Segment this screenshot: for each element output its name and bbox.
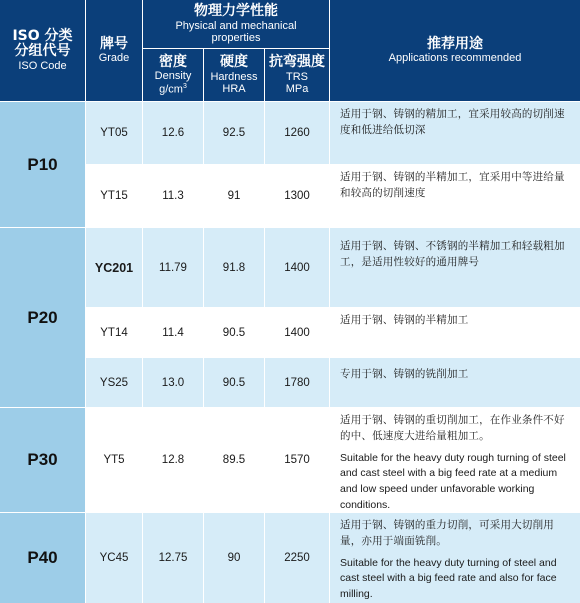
- header-iso-en: ISO Code: [18, 60, 67, 73]
- trs-cell: 1780: [265, 358, 329, 407]
- header-hardness: [204, 49, 264, 101]
- grade-cell: YC45: [86, 513, 142, 603]
- header-physical-properties: [143, 0, 329, 48]
- density-cell: 11.79: [143, 228, 203, 307]
- application-zh: 适用于钢、铸钢的半精加工，宜采用中等进给量和较高的切削速度: [340, 171, 565, 200]
- header-iso-zh-1: ISO 分类: [12, 27, 73, 44]
- application-cell: [330, 165, 580, 227]
- header-density-unit-sup: 3: [182, 82, 187, 90]
- density-cell: 13.0: [143, 358, 203, 407]
- grade-cell: YT14: [86, 308, 142, 357]
- application-zh: 适用于钢、铸钢、不锈钢的半精加工和轻载粗加工，是适用性较好的通用牌号: [340, 240, 565, 269]
- header-app-zh: 推荐用途: [427, 35, 483, 52]
- header-density-en: Density: [154, 70, 192, 83]
- application-zh: 适用于钢、铸钢的重力切削，可采用大切削用量，亦用于端面铣削。: [340, 519, 554, 548]
- grade-cell: YC201: [86, 228, 142, 307]
- application-zh: 专用于钢、铸钢的铣削加工: [340, 368, 469, 380]
- header-trs-en-2: MPa: [285, 82, 309, 95]
- header-trs-zh: 抗弯强度: [269, 53, 325, 70]
- header-app-en: Applications recommended: [388, 52, 522, 65]
- iso-group-p20: P20: [0, 228, 85, 407]
- application-cell: [330, 228, 580, 307]
- grade-cell: YT05: [86, 102, 142, 164]
- header-density: [143, 49, 203, 101]
- hardness-cell: 90.5: [204, 358, 264, 407]
- header-grade: [86, 0, 142, 101]
- application-cell: [330, 408, 580, 512]
- iso-group-p30: P30: [0, 408, 85, 512]
- header-hardness-en-1: Hardness: [210, 70, 258, 83]
- header-trs-en-1: TRS: [286, 70, 308, 83]
- header-trs: [265, 49, 329, 101]
- header-density-unit-text: g/cm: [159, 83, 183, 96]
- grade-cell: YT15: [86, 165, 142, 227]
- header-applications: [330, 0, 580, 101]
- grade-cell: YS25: [86, 358, 142, 407]
- hardness-cell: 90.5: [204, 308, 264, 357]
- density-cell: 12.75: [143, 513, 203, 603]
- header-density-unit: [159, 83, 187, 96]
- application-zh: 适用于钢、铸钢的半精加工: [340, 314, 469, 326]
- header-iso-code: [0, 0, 85, 101]
- application-en: Suitable for the heavy duty turning of steel and cast steel with a big feed rate and also for face milling.: [340, 556, 557, 601]
- application-zh: 适用于钢、铸钢的重切削加工，在作业条件不好的中、低速度大进给量粗加工。: [340, 414, 565, 443]
- trs-cell: 1300: [265, 165, 329, 227]
- application-zh: 适用于钢、铸钢的精加工，宜采用较高的切削速度和低进给低切深: [340, 108, 565, 137]
- hardness-cell: 89.5: [204, 408, 264, 512]
- iso-group-p40: P40: [0, 513, 85, 603]
- header-phys-en-1: Physical and mechanical: [175, 19, 297, 32]
- header-hardness-zh: 硬度: [220, 53, 248, 70]
- grade-cell: YT5: [86, 408, 142, 512]
- header-grade-en: Grade: [98, 52, 130, 65]
- trs-cell: 1260: [265, 102, 329, 164]
- header-phys-en-2: properties: [211, 31, 261, 44]
- header-phys-zh: 物理力学性能: [194, 2, 278, 19]
- iso-group-p10: P10: [0, 102, 85, 227]
- density-cell: 12.6: [143, 102, 203, 164]
- trs-cell: 1400: [265, 228, 329, 307]
- header-grade-zh: 牌号: [100, 35, 128, 52]
- header-density-zh: 密度: [159, 53, 187, 70]
- trs-cell: 1400: [265, 308, 329, 357]
- hardness-cell: 91.8: [204, 228, 264, 307]
- application-en: Suitable for the heavy duty rough turning of steel and cast steel with a big feed rate at a medium and low speed under unfavorable working conditions.: [340, 451, 566, 511]
- trs-cell: 2250: [265, 513, 329, 603]
- header-hardness-en-2: HRA: [222, 82, 246, 95]
- density-cell: 11.3: [143, 165, 203, 227]
- density-cell: 11.4: [143, 308, 203, 357]
- trs-cell: 1570: [265, 408, 329, 512]
- hardness-cell: 90: [204, 513, 264, 603]
- application-cell: [330, 513, 580, 603]
- application-cell: [330, 102, 580, 164]
- hardness-cell: 92.5: [204, 102, 264, 164]
- hardness-cell: 91: [204, 165, 264, 227]
- density-cell: 12.8: [143, 408, 203, 512]
- application-cell: [330, 308, 580, 357]
- header-iso-zh-2: 分组代号: [14, 43, 71, 60]
- application-cell: [330, 358, 580, 407]
